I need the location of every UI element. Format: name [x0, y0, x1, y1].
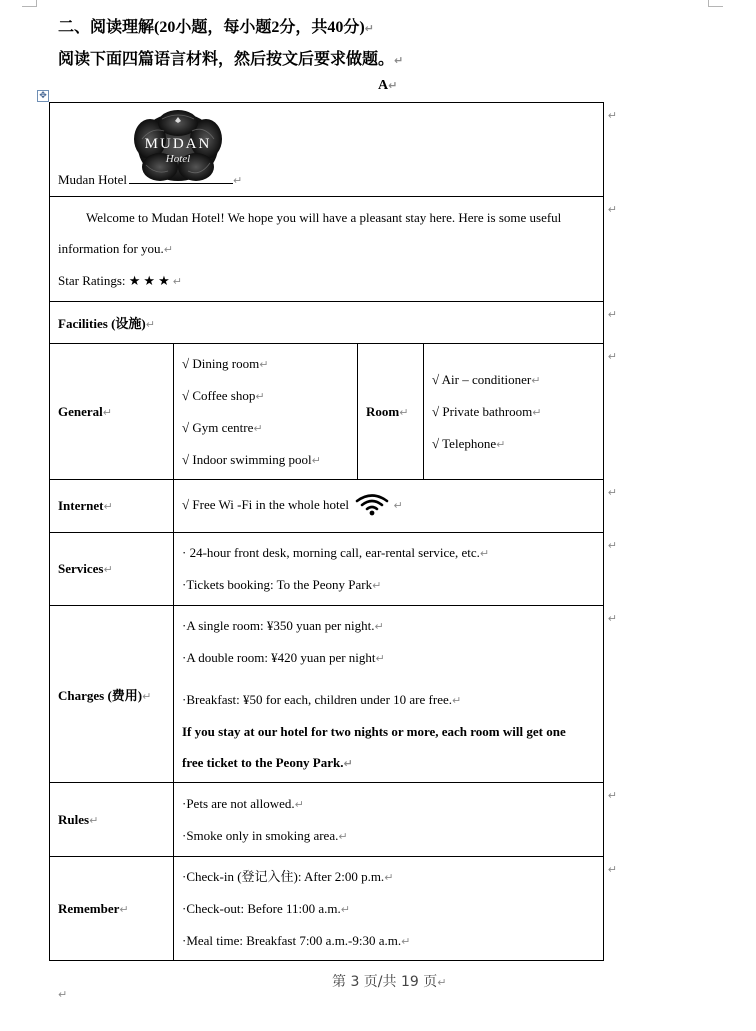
facilities-header-cell: Facilities (设施)↵ ↵ [50, 302, 604, 344]
remember-item: ·Check-in (登记入住): After 2:00 p.m.↵ [182, 868, 394, 884]
general-items-cell [174, 344, 358, 480]
charges-row [50, 606, 604, 783]
remember-row [50, 857, 604, 961]
star-rating-icon: ★★★ [128, 272, 173, 288]
welcome-row [50, 197, 604, 302]
wifi-icon [354, 492, 390, 520]
general-label-cell: General↵ [50, 344, 174, 480]
general-item: √ Indoor swimming pool↵ [182, 451, 321, 467]
logo-cell [50, 103, 617, 197]
internet-row [50, 480, 604, 533]
hotel-name-line: Mudan Hotel ↵ [58, 172, 243, 187]
instruction: 阅读下面四篇语言材料，然后按文后要求做题。↵ [58, 51, 404, 68]
services-row [50, 533, 604, 606]
remember-item: ·Meal time: Breakfast 7:00 a.m.-9:30 a.m.↵ [182, 932, 411, 948]
internet-value-cell: √ Free Wi -Fi in the whole hotel ↵ ↵ [174, 480, 604, 533]
rules-row [50, 783, 604, 857]
room-label-cell: Room↵ [358, 344, 424, 480]
facilities-row [50, 344, 604, 480]
hotel-info-table [49, 102, 617, 961]
logo-text: MUDAN [144, 136, 212, 152]
table-move-handle-icon[interactable]: ✥ [37, 90, 49, 102]
welcome-cell: Welcome to Mudan Hotel! We hope you will have a pleasant stay here. Here is some useful information for you.↵ Star Ratings: ★★★↵ ↵ [50, 197, 604, 302]
charges-item: ·Breakfast: ¥50 for each, children under 10 are free.↵ [182, 691, 462, 707]
logo-row [50, 103, 604, 197]
rules-item: ·Pets are not allowed.↵ [182, 795, 304, 811]
cell-end-mark: ↵ [607, 109, 617, 122]
services-item: · 24-hour front desk, morning call, ear-rental service, etc.↵ [182, 545, 490, 560]
general-item: √ Gym centre↵ [182, 419, 263, 435]
internet-label-cell: Internet↵ [50, 480, 174, 533]
services-item: ·Tickets booking: To the Peony Park↵ [182, 577, 382, 592]
margin-corner-top-left [22, 0, 37, 7]
room-item: √ Telephone↵ [432, 435, 506, 451]
room-item: √ Private bathroom↵ [432, 403, 542, 419]
welcome-line-1: Welcome to Mudan Hotel! We hope you will have a pleasant stay here. Here is some useful [86, 209, 562, 225]
services-label-cell: Services↵ [50, 533, 174, 606]
page-number-footer: 第 3 页/共 19 页↵ [332, 974, 447, 990]
trailing-paragraph-mark: ↵ [58, 988, 68, 1001]
room-items-cell: √ Air – conditioner↵ √ Private bathroom↵ √ Telephone↵ ↵ [424, 344, 604, 480]
remember-value-cell: ·Check-in (登记入住): After 2:00 p.m.↵ ·Check-out: Before 11:00 a.m.↵ ·Meal time: Breakfast 7:00 a.m.-9:30 a.m.↵ ↵ [174, 857, 604, 961]
remember-label-cell: Remember↵ [50, 857, 174, 961]
services-value-cell: · 24-hour front desk, morning call, ear-rental service, etc.↵ ·Tickets booking: To the Peony Park↵ ↵ [174, 533, 604, 606]
rules-item: ·Smoke only in smoking area.↵ [182, 827, 348, 843]
welcome-line-2: information for you.↵ [58, 240, 174, 256]
charges-value-cell: ·A single room: ¥350 yuan per night.↵ ·A double room: ¥420 yuan per night↵ ·Breakfast: ¥50 for each, children under 10 are free.↵ If you stay at our hotel for two nights or more, each room will get one free ticket to the Peony Park.↵ ↵ [174, 606, 604, 783]
general-item: √ Coffee shop↵ [182, 387, 265, 403]
charges-label-cell: Charges (费用)↵ [50, 606, 174, 783]
room-item: √ Air – conditioner↵ [432, 371, 541, 387]
margin-corner-top-right [708, 0, 723, 7]
charges-item: ·A single room: ¥350 yuan per night.↵ [182, 617, 384, 633]
rules-label-cell: Rules↵ [50, 783, 174, 857]
rules-value-cell: ·Pets are not allowed.↵ ·Smoke only in smoking area.↵ ↵ [174, 783, 604, 857]
free-ticket-note: If you stay at our hotel for two nights or more, each room will get one [182, 723, 566, 739]
passage-letter: A↵ [378, 78, 398, 93]
section-title: 二、阅读理解(20小题，每小题2分，共40分)↵ [58, 19, 374, 36]
logo-subtext: Hotel [165, 153, 191, 165]
general-item: √ Dining room↵ [182, 355, 269, 371]
internet-text: √ Free Wi -Fi in the whole hotel [182, 496, 350, 512]
free-ticket-note-2: free ticket to the Peony Park.↵ [182, 754, 353, 770]
star-rating: Star Ratings: ★★★↵ [58, 272, 182, 288]
remember-item: ·Check-out: Before 11:00 a.m.↵ [182, 900, 350, 916]
facilities-header-row [50, 302, 604, 344]
facilities-header: Facilities (设施) [58, 316, 146, 331]
charges-item: ·A double room: ¥420 yuan per night↵ [182, 649, 385, 665]
